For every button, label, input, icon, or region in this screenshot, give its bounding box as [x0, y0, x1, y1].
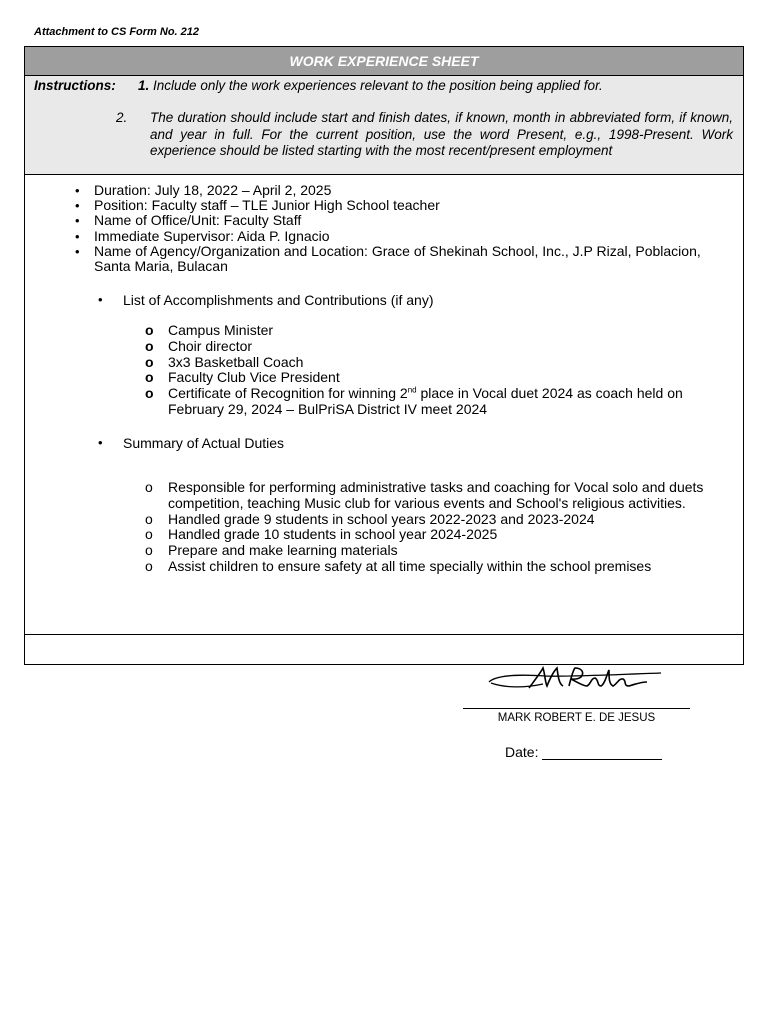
attachment-label: Attachment to CS Form No. 212: [34, 26, 200, 38]
list-item: o Prepare and make learning materials: [145, 542, 398, 559]
list-item: o Faculty Club Vice President: [145, 369, 340, 386]
list-item: o Assist children to ensure safety at all time specially within the school premises: [145, 557, 652, 574]
handwritten-signature: [485, 664, 665, 694]
instruction-1-text: Include only the work experiences relevant to the position being applied for.: [153, 78, 603, 93]
date-field: [505, 744, 662, 760]
instruction-item-1: [138, 78, 603, 93]
duties-list: [145, 480, 725, 575]
instruction-item-2: [116, 110, 733, 160]
detail-office-unit: • Name of Office/Unit: Faculty Staff: [75, 213, 704, 228]
detail-duration: • Duration: July 18, 2022 – April 2, 2025: [75, 183, 704, 198]
experience-content: • Duration: July 18, 2022 – April 2, 2025 • Position: Faculty staff – TLE Junior High School teacher • Name of Office/Unit: Faculty Staff • Immediate Supervisor: Aida P. Ignacio • Name of Agency/Organization and Location: Grace of Shekinah School, Inc., J.P Rizal, Poblacion, Santa Maria, Bulacan • List of Accomplishments and Contributions (if any) o Campus Minister o Choir director o 3x3 Basketball Coach o Faculty Club Vice President o Certificate of Recognition for winning 2nd place in Vocal duet 2024 as coach held on February 29, 2024 – BulPriSA District IV meet 2024 • Summary of Actual Duties o Responsible for performing administrative tasks and coaching for Vocal solo and duets competition, teaching Music club for various events and School's religious activities. o Handled grade 9 students in school years 2022-2023 and 2023-2024 o Handled grade 10 students in school year 2024-2025 o Prepare and make learning materials o Assist children to ensure safety at all time specially within the school premises: [25, 175, 743, 635]
signature-line: [463, 708, 690, 709]
instruction-2-number: 2.: [116, 110, 128, 125]
list-item-certificate: o Certificate of Recognition for winning 2nd place in Vocal duet 2024 as coach held on February 29, 2024 – BulPriSA District IV meet 2024: [145, 385, 683, 417]
empty-bottom-row: [25, 635, 743, 665]
list-item: o Campus Minister: [145, 322, 274, 338]
instructions-label: Instructions:: [34, 78, 116, 93]
instructions-section: [25, 76, 743, 175]
detail-position: • Position: Faculty staff – TLE Junior High School teacher: [75, 198, 704, 213]
detail-supervisor: • Immediate Supervisor: Aida P. Ignacio: [75, 229, 704, 244]
date-blank-line: [542, 745, 662, 760]
sheet-title: WORK EXPERIENCE SHEET: [25, 47, 743, 76]
list-item: o Responsible for performing administrative tasks and coaching for Vocal solo and duets competition, teaching Music club for various events and School's religious activities.: [145, 479, 704, 511]
list-item: o 3x3 Basketball Coach: [145, 353, 304, 370]
detail-agency-location: • Name of Agency/Organization and Location: Grace of Shekinah School, Inc., J.P Rizal, Poblacion, Santa Maria, Bulacan: [75, 244, 704, 274]
work-experience-table: [24, 46, 744, 665]
list-item: o Handled grade 9 students in school years 2022-2023 and 2023-2024: [145, 510, 595, 527]
list-item: o Handled grade 10 students in school year 2024-2025: [145, 526, 498, 543]
accomplishments-list: [145, 323, 725, 418]
date-label: Date:: [505, 744, 539, 760]
list-item: o Choir director: [145, 337, 253, 354]
signatory-name: MARK ROBERT E. DE JESUS: [497, 712, 656, 724]
instruction-2-text: The duration should include start and finish dates, if known, month in abbreviated form, if known, and year in full. For the current position, use the word Present, e.g., 1998-Present. Work experience should be listed starting with the most recent/present employment: [150, 110, 733, 158]
instruction-1-number: 1.: [138, 78, 150, 93]
experience-details-list: [75, 183, 704, 274]
